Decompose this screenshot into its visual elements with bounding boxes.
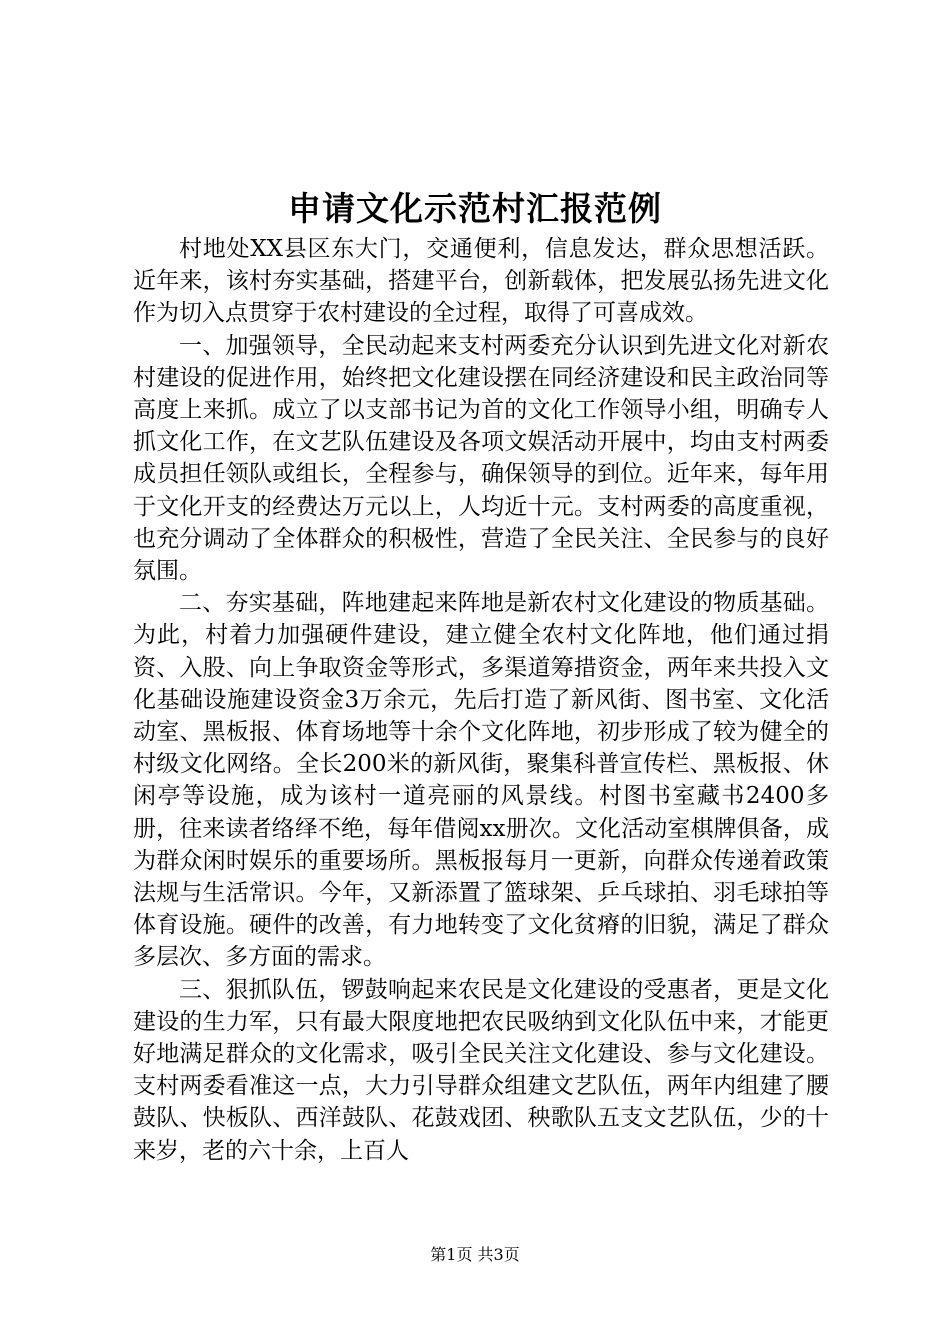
document-body (133, 233, 829, 1167)
paragraph-intro: 村地处XX县区东大门，交通便利，信息发达，群众思想活跃。近年来，该村夯实基础，搭建平台，创新载体，把发展弘扬先进文化作为切入点贯穿于农村建设的全过程，取得了可喜成效。 (133, 236, 829, 327)
paragraph-section-2: 二、夯实基础，阵地建起来阵地是新农村文化建设的物质基础。为此，村着力加强硬件建设，建立健全农村文化阵地，他们通过捐资、入股、向上争取资金等形式，多渠道筹措资金，两年来共投入文化基础设施建设资金3万余元，先后打造了新风街、图书室、文化活动室、黑板报、体育场地等十余个文化阵地，初步形成了较为健全的村级文化网络。全长200米的新风街，聚集科普宣传栏、黑板报、休闲亭等设施，成为该村一道亮丽的风景线。村图书室藏书2400多册，往来读者络绎不绝，每年借阅xx册次。文化活动室棋牌俱备，成为群众闲时娱乐的重要场所。黑板报每月一更新，向群众传递着政策法规与生活常识。今年，又新添置了篮球架、乒乓球拍、羽毛球拍等体育设施。硬件的改善，有力地转变了文化贫瘠的旧貌，满足了群众多层次、多方面的需求。 (133, 590, 829, 971)
document-title: 申请文化示范村汇报范例 (288, 189, 662, 228)
page-footer: 第1页 共3页 (430, 1245, 520, 1264)
paragraph-section-3: 三、狠抓队伍，锣鼓响起来农民是文化建设的受惠者，更是文化建设的生力军，只有最大限度地把农民吸纳到文化队伍中来，才能更好地满足群众的文化需求，吸引全民关注文化建设、参与文化建设。支村两委看准这一点，大力引导群众组建文艺队伍，两年内组建了腰鼓队、快板队、西洋鼓队、花鼓戏团、秧歌队五支文艺队伍，少的十来岁，老的六十余，上百人 (133, 976, 829, 1164)
paragraph-section-1: 一、加强领导，全民动起来支村两委充分认识到先进文化对新农村建设的促进作用，始终把文化建设摆在同经济建设和民主政治同等高度上来抓。成立了以支部书记为首的文化工作领导小组，明确专人抓文化工作，在文艺队伍建设及各项文娱活动开展中，均由支村两委成员担任领队或组长，全程参与，确保领导的到位。近年来，每年用于文化开支的经费达万元以上，人均近十元。支村两委的高度重视，也充分调动了全体群众的积极性，营造了全民关注、全民参与的良好氛围。 (133, 332, 829, 585)
